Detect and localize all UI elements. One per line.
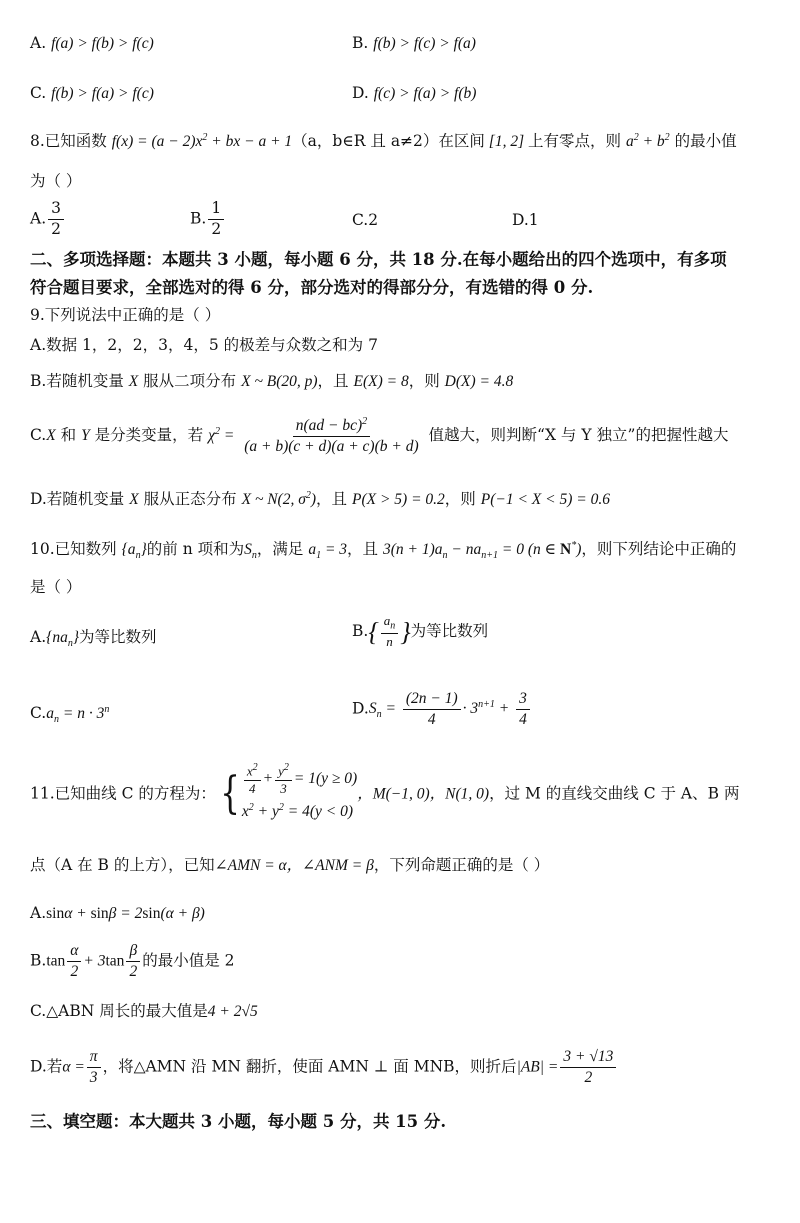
q7-option-b-math: f(b) > f(c) > f(a): [373, 35, 476, 52]
q11-curve-system: $\frac{x^2}{4}$ + $\frac{y^2}{3}$ = 1(y ≥ 0) $x^2 + y^2 = 4(y < 0)$: [241, 762, 358, 821]
q7-option-d-math: f(c) > f(a) > f(b): [373, 85, 477, 102]
q8-option-d[interactable]: D.1: [512, 211, 539, 229]
q7-option-c[interactable]: C. f(b) > f(a) > f(c): [30, 84, 154, 102]
q11-option-a[interactable]: A.sinα + sinβ = 2sin(α + β): [30, 904, 205, 922]
section3-heading: 三、填空题：本大题共 3 小题，每小题 5 分，共 15 分.: [30, 1112, 447, 1131]
q11-option-c[interactable]: C.△ABN 周长的最大值是4 + 2√5: [30, 1002, 258, 1020]
q9-option-c[interactable]: C.X 和 Y 是分类变量，若 $\chi^2$ = $\frac{n(ad - bc)^2}{(a + b)(c + d)(a + c)(b + d)}$ 值越大，则判断“X 与 Y 独立”的把握性越大: [30, 416, 729, 455]
q10-stem-line2: 是（ ）: [30, 578, 82, 596]
q10-option-b[interactable]: B.{ $\frac{a_n}{n}$ }为等比数列: [352, 613, 489, 650]
q8-option-c[interactable]: C.2: [352, 211, 379, 229]
q10-stem: 10.已知数列 $\{a_n\}$的前 n 项和为$S_n$，满足 $a_1 = 3$，且 $3(n + 1)a_n - na_{n+1} = 0$ (n ∈ N*)，则下列结论中正确的: [30, 540, 737, 562]
q10-option-c[interactable]: $C.a_n = n \cdot 3^n$: [30, 704, 110, 726]
q7-option-a-math: f(a) > f(b) > f(c): [51, 35, 154, 52]
q7-option-b[interactable]: B. f(b) > f(c) > f(a): [352, 34, 476, 52]
q9-d-answer-math: P(−1 < X < 5) = 0.6: [480, 491, 610, 509]
q8-target-math: $a^2 + b^2$: [625, 132, 670, 151]
section2-heading-line2: 符合题目要求，全部选对的得 6 分，部分选对的得部分分，有选错的得 0 分.: [30, 278, 594, 297]
q8-stem-line2: 为（ ）: [30, 172, 82, 190]
q10-recurrence-math: $3(n + 1)a_n - na_{n+1} = 0$ (n ∈ N*): [382, 540, 582, 562]
q8-option-b[interactable]: B. $\frac{1}{2}$: [190, 200, 226, 239]
q9-option-a[interactable]: A.数据 1，2，2，3，4，5 的极差与众数之和为 7: [30, 336, 378, 354]
q9-b-expectation-math: E(X) = 8: [353, 373, 409, 390]
q8-option-b-frac: $\frac{1}{2}$: [208, 200, 224, 239]
q9-b-variance-math: D(X) = 4.8: [444, 373, 514, 390]
q9-option-d[interactable]: D.若随机变量 X 服从正态分布 X ~ N(2, $\sigma^2$)，且 P(X > 5) = 0.2，则 P(−1 < X < 5) = 0.6: [30, 490, 610, 509]
q9-d-normal-math: X ~ N(2, $\sigma^2$): [241, 490, 317, 509]
q9-option-b[interactable]: B.若随机变量 X 服从二项分布 X ~ B(20, p)，且 E(X) = 8，则 D(X) = 4.8: [30, 372, 514, 390]
q10-option-d[interactable]: $D.S_n$ = $\frac{(2n - 1)}{4}$ · $3^{n+1}$ + $\frac{3}{4}$: [352, 690, 532, 729]
q9-c-chisquare-frac: $\frac{n(ad - bc)^2}{(a + b)(c + d)(a + c)(b + d)}$: [244, 416, 419, 455]
q8-interval-math: [1, 2]: [484, 133, 528, 151]
q8-stem: 8.已知函数 $f(x) = (a - 2)x^2$ + bx − a + 1（a，b∈R 且 a≠2）在区间 [1, 2] 上有零点，则 $a^2 + b^2$ 的最小值: [30, 132, 737, 151]
q7-option-a[interactable]: A. f(a) > f(b) > f(c): [30, 34, 154, 52]
q9-stem: 9.下列说法中正确的是（ ）: [30, 306, 221, 324]
q11-stem: 11.已知曲线 C 的方程为：{ $\frac{x^2}{4}$ + $\frac{y^2}{3}$ = 1(y ≥ 0) $x^2 + y^2 = 4(y < 0)$ ，M(−1, 0)，N(1, 0)，过 M 的直线交曲线 C 于 A、B 两: [30, 762, 739, 827]
q7-option-c-math: f(b) > f(a) > f(c): [51, 85, 154, 102]
q8-function-math: $f(x) = (a - 2)x^2$ + bx − a + 1: [111, 132, 293, 151]
q8-option-a-frac: $\frac{3}{2}$: [48, 200, 64, 239]
q11-stem-line2: 点（A 在 B 的上方），已知∠AMN = α，∠ANM = β，下列命题正确的是（ ）: [30, 856, 550, 874]
q8-option-a[interactable]: A. $\frac{3}{2}$: [30, 200, 66, 239]
q10-option-a[interactable]: $A.\{na_n\}$为等比数列: [30, 628, 157, 650]
q9-d-prob-math: P(X > 5) = 0.2: [351, 491, 445, 509]
section2-heading-line1: 二、多项选择题：本题共 3 小题，每小题 6 分，共 18 分.在每小题给出的四个选项中，有多项: [30, 250, 727, 269]
q7-option-d[interactable]: D. f(c) > f(a) > f(b): [352, 84, 477, 102]
q11-option-b[interactable]: B.tan $\frac{\alpha}{2}$ + 3tan $\frac{\beta}{2}$ 的最小值是 2: [30, 942, 235, 980]
q11-option-d[interactable]: D.若α = $\frac{\pi}{3}$ ，将△AMN 沿 MN 翻折，使面 AMN ⊥ 面 MNB，则折后|AB| = $\frac{3 + √13}{2}$: [30, 1048, 618, 1087]
q9-b-binomial-math: X ~ B(20, p): [241, 373, 318, 390]
